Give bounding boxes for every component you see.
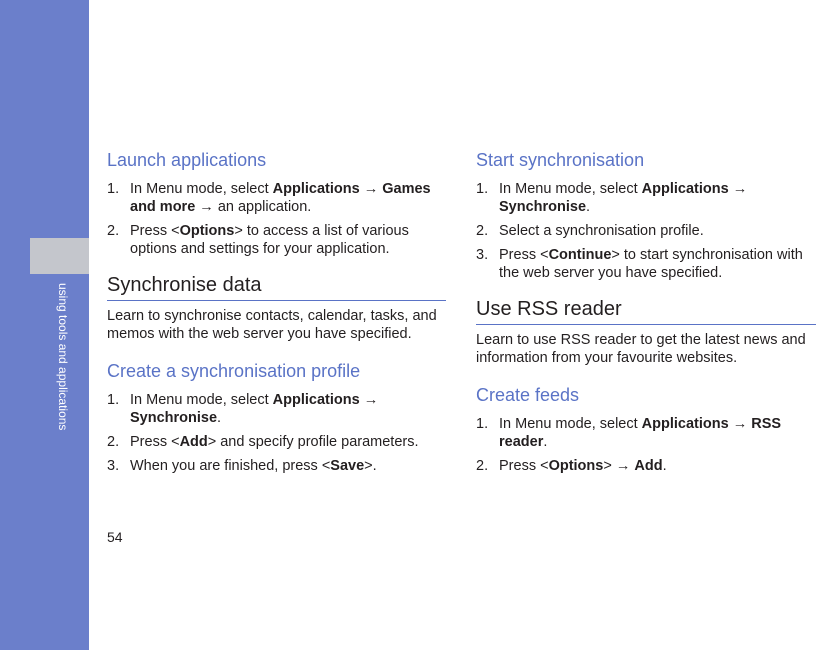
profile-heading: Create a synchronisation profile: [107, 361, 361, 381]
sidebar: [0, 0, 89, 650]
feeds-steps: [476, 415, 816, 475]
rss-description: Learn to use RSS reader to get the latest news and information from your favourite websites.: [476, 332, 806, 366]
step-text: > →: [603, 458, 635, 474]
profile-steps: [107, 391, 446, 475]
menu-term: Add: [179, 434, 208, 450]
list-item: [476, 180, 816, 216]
step-text: > to access a list of various options and settings for your application.: [130, 223, 409, 257]
step-number: 1.: [476, 416, 489, 432]
launch-steps: [107, 180, 446, 258]
step-number: 3.: [107, 458, 120, 474]
list-item: [476, 457, 816, 475]
step-number: 2.: [107, 223, 120, 239]
list-item: [107, 391, 446, 427]
step-text: > to start synchronisation with the web server you have specified.: [499, 247, 803, 281]
step-number: 2.: [476, 223, 489, 239]
menu-term: RSS reader: [499, 416, 782, 450]
step-text: .: [586, 199, 591, 215]
start-steps: [476, 180, 816, 282]
list-item: [107, 180, 446, 216]
step-text: → an application.: [195, 199, 312, 215]
list-item: [107, 457, 446, 475]
rss-heading: Use RSS reader: [476, 296, 816, 325]
left-column: [107, 148, 446, 481]
sidebar-section-label: using tools and applications: [56, 283, 70, 431]
step-text: In Menu mode, select: [499, 181, 642, 197]
menu-term: Add: [634, 458, 663, 474]
step-number: 1.: [107, 181, 120, 197]
arrow: →: [728, 416, 752, 432]
arrow: →: [359, 181, 383, 197]
list-item: [107, 222, 446, 258]
step-text: Press <: [130, 223, 180, 239]
launch-heading: Launch applications: [107, 150, 267, 170]
step-number: 3.: [476, 247, 489, 263]
step-text: >.: [364, 458, 377, 474]
step-text: Press <: [130, 434, 180, 450]
list-item: [476, 222, 816, 240]
step-text: In Menu mode, select: [130, 181, 273, 197]
step-number: 1.: [107, 392, 120, 408]
step-text: In Menu mode, select: [499, 416, 642, 432]
list-item: [476, 415, 816, 451]
page-number: 54: [107, 529, 123, 545]
menu-term: Games and more: [130, 181, 431, 215]
menu-term: Options: [548, 458, 604, 474]
step-text: > and specify profile parameters.: [207, 434, 419, 450]
sync-heading: Synchronise data: [107, 272, 446, 301]
menu-term: Save: [330, 458, 365, 474]
step-text: .: [543, 434, 548, 450]
step-number: 2.: [107, 434, 120, 450]
step-text: Press <: [499, 458, 549, 474]
step-number: 1.: [476, 181, 489, 197]
step-text: .: [217, 410, 222, 426]
list-item: [107, 433, 446, 451]
feeds-heading: Create feeds: [476, 385, 580, 405]
menu-term: Applications: [272, 392, 360, 408]
menu-term: Synchronise: [130, 410, 218, 426]
arrow: →: [359, 392, 379, 408]
step-text: When you are finished, press <: [130, 458, 331, 474]
start-heading: Start synchronisation: [476, 150, 645, 170]
step-text: Select a synchronisation profile.: [499, 223, 704, 239]
menu-term: Applications: [641, 416, 729, 432]
menu-term: Continue: [548, 247, 612, 263]
step-text: Press <: [499, 247, 549, 263]
sidebar-tab: [30, 238, 89, 274]
step-number: 2.: [476, 458, 489, 474]
step-text: .: [662, 458, 667, 474]
menu-term: Applications: [272, 181, 360, 197]
step-text: In Menu mode, select: [130, 392, 273, 408]
arrow: →: [728, 181, 748, 197]
menu-term: Applications: [641, 181, 729, 197]
menu-term: Synchronise: [499, 199, 587, 215]
menu-term: Options: [179, 223, 235, 239]
right-column: [476, 148, 816, 481]
sync-description: Learn to synchronise contacts, calendar, tasks, and memos with the web server you have specified.: [107, 308, 437, 342]
list-item: [476, 246, 816, 282]
